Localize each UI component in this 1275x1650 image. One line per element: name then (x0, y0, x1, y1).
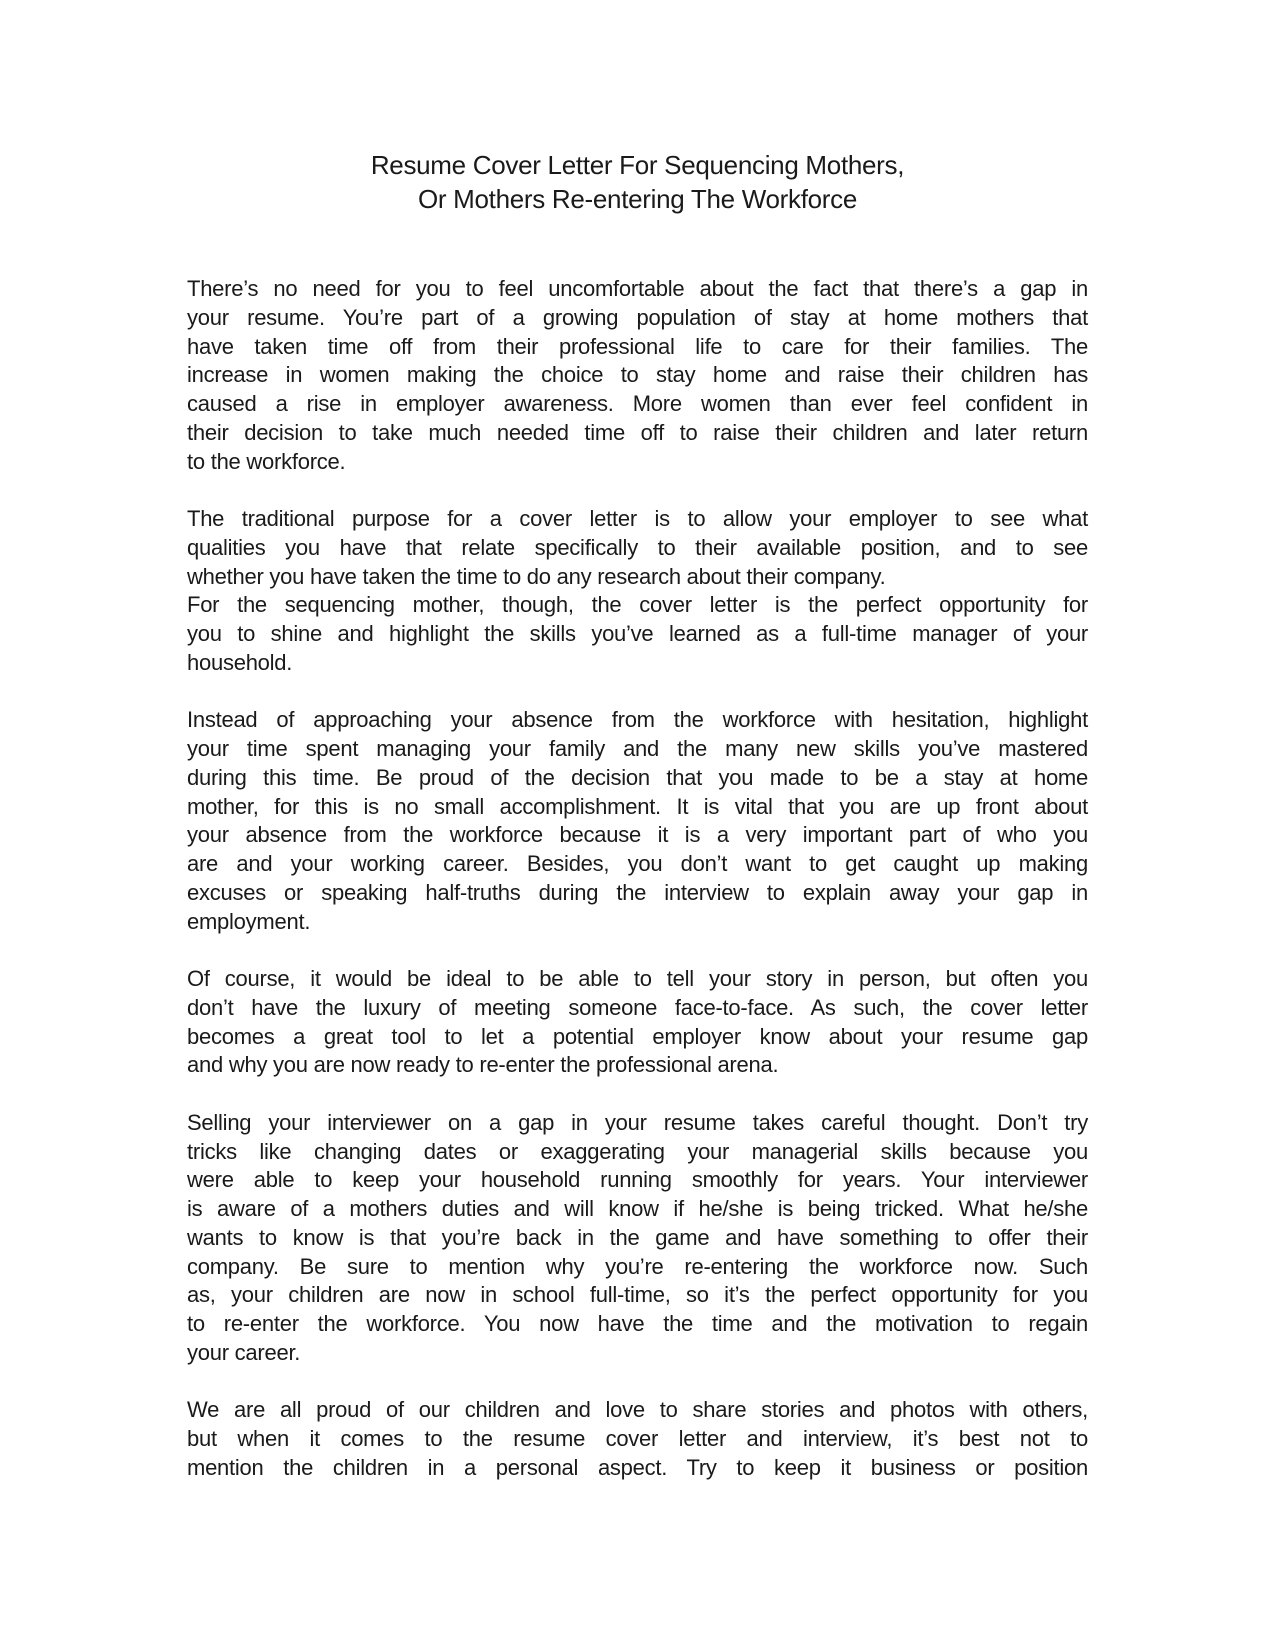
text-line: mother, for this is no small accomplishment. It is vital that you are up front about (187, 793, 1088, 819)
text-line: qualities you have that relate specifically to their available position, and to see (187, 534, 1088, 560)
text-line: For the sequencing mother, though, the cover letter is the perfect opportunity for (187, 592, 1088, 618)
text-line: Selling your interviewer on a gap in your resume takes careful thought. Don’t try (187, 1109, 1088, 1135)
text-line: but when it comes to the resume cover letter and interview, it’s best not to (187, 1426, 1088, 1451)
text-line: We are all proud of our children and love to share stories and photos with others, (187, 1397, 1088, 1423)
text-line: Of course, it would be ideal to be able to tell your story in person, but often you (187, 966, 1088, 991)
text-line: to re-enter the workforce. You now have the time and the motivation to regain (187, 1311, 1088, 1336)
document-body (187, 275, 1088, 1511)
text-line: your career. (187, 1339, 301, 1365)
text-line: during this time. Be proud of the decision that you made to be a stay at home (187, 764, 1088, 790)
paragraph (187, 505, 1088, 678)
text-line: mention the children in a personal aspect. Try to keep it business or position (187, 1454, 1088, 1480)
text-line: caused a rise in employer awareness. More women than ever feel confident in (187, 391, 1088, 416)
text-line: whether you have taken the time to do any research about their company. (187, 563, 886, 589)
text-line: your time spent managing your family and the many new skills you’ve mastered (187, 736, 1088, 761)
text-line: The traditional purpose for a cover letter is to allow your employer to see what (187, 506, 1088, 531)
text-line: and why you are now ready to re-enter the professional arena. (187, 1052, 779, 1078)
text-line: your resume. You’re part of a growing population of stay at home mothers that (187, 304, 1088, 330)
document-title (0, 148, 1275, 216)
text-line: their decision to take much needed time off to raise their children and later return (187, 419, 1088, 445)
text-line: company. Be sure to mention why you’re re-entering the workforce now. Such (187, 1253, 1088, 1279)
text-line: are and your working career. Besides, you don’t want to get caught up making (187, 851, 1088, 876)
text-line: wants to know is that you’re back in the game and have something to offer their (187, 1224, 1088, 1250)
text-line: were able to keep your household running smoothly for years. Your interviewer (187, 1167, 1088, 1193)
text-line: There’s no need for you to feel uncomfortable about the fact that there’s a gap in (187, 276, 1088, 301)
text-line: becomes a great tool to let a potential employer know about your resume gap (187, 1023, 1088, 1049)
text-line: you to shine and highlight the skills you’ve learned as a full-time manager of your (187, 621, 1088, 646)
title-line-2: Or Mothers Re-entering The Workforce (417, 184, 858, 214)
paragraph (187, 1109, 1088, 1368)
paragraph (187, 965, 1088, 1080)
title-line-1: Resume Cover Letter For Sequencing Mothers, (370, 150, 905, 180)
text-line: excuses or speaking half-truths during the interview to explain away your gap in (187, 879, 1088, 905)
paragraph (187, 275, 1088, 476)
text-line: tricks like changing dates or exaggerating your managerial skills because you (187, 1138, 1088, 1164)
text-line: to the workforce. (187, 448, 346, 474)
text-line: employment. (187, 908, 311, 934)
text-line: as, your children are now in school full-time, so it’s the perfect opportunity for you (187, 1282, 1088, 1308)
paragraph (187, 706, 1088, 936)
text-line: increase in women making the choice to stay home and raise their children has (187, 362, 1088, 388)
text-line: Instead of approaching your absence from the workforce with hesitation, highlight (187, 707, 1088, 733)
paragraph (187, 1396, 1088, 1482)
text-line: household. (187, 649, 293, 675)
text-line: don’t have the luxury of meeting someone face-to-face. As such, the cover letter (187, 994, 1088, 1020)
text-line: your absence from the workforce because it is a very important part of who you (187, 822, 1088, 848)
text-line: have taken time off from their professional life to care for their families. The (187, 333, 1088, 359)
text-line: is aware of a mothers duties and will know if he/she is being tricked. What he/she (187, 1196, 1088, 1221)
